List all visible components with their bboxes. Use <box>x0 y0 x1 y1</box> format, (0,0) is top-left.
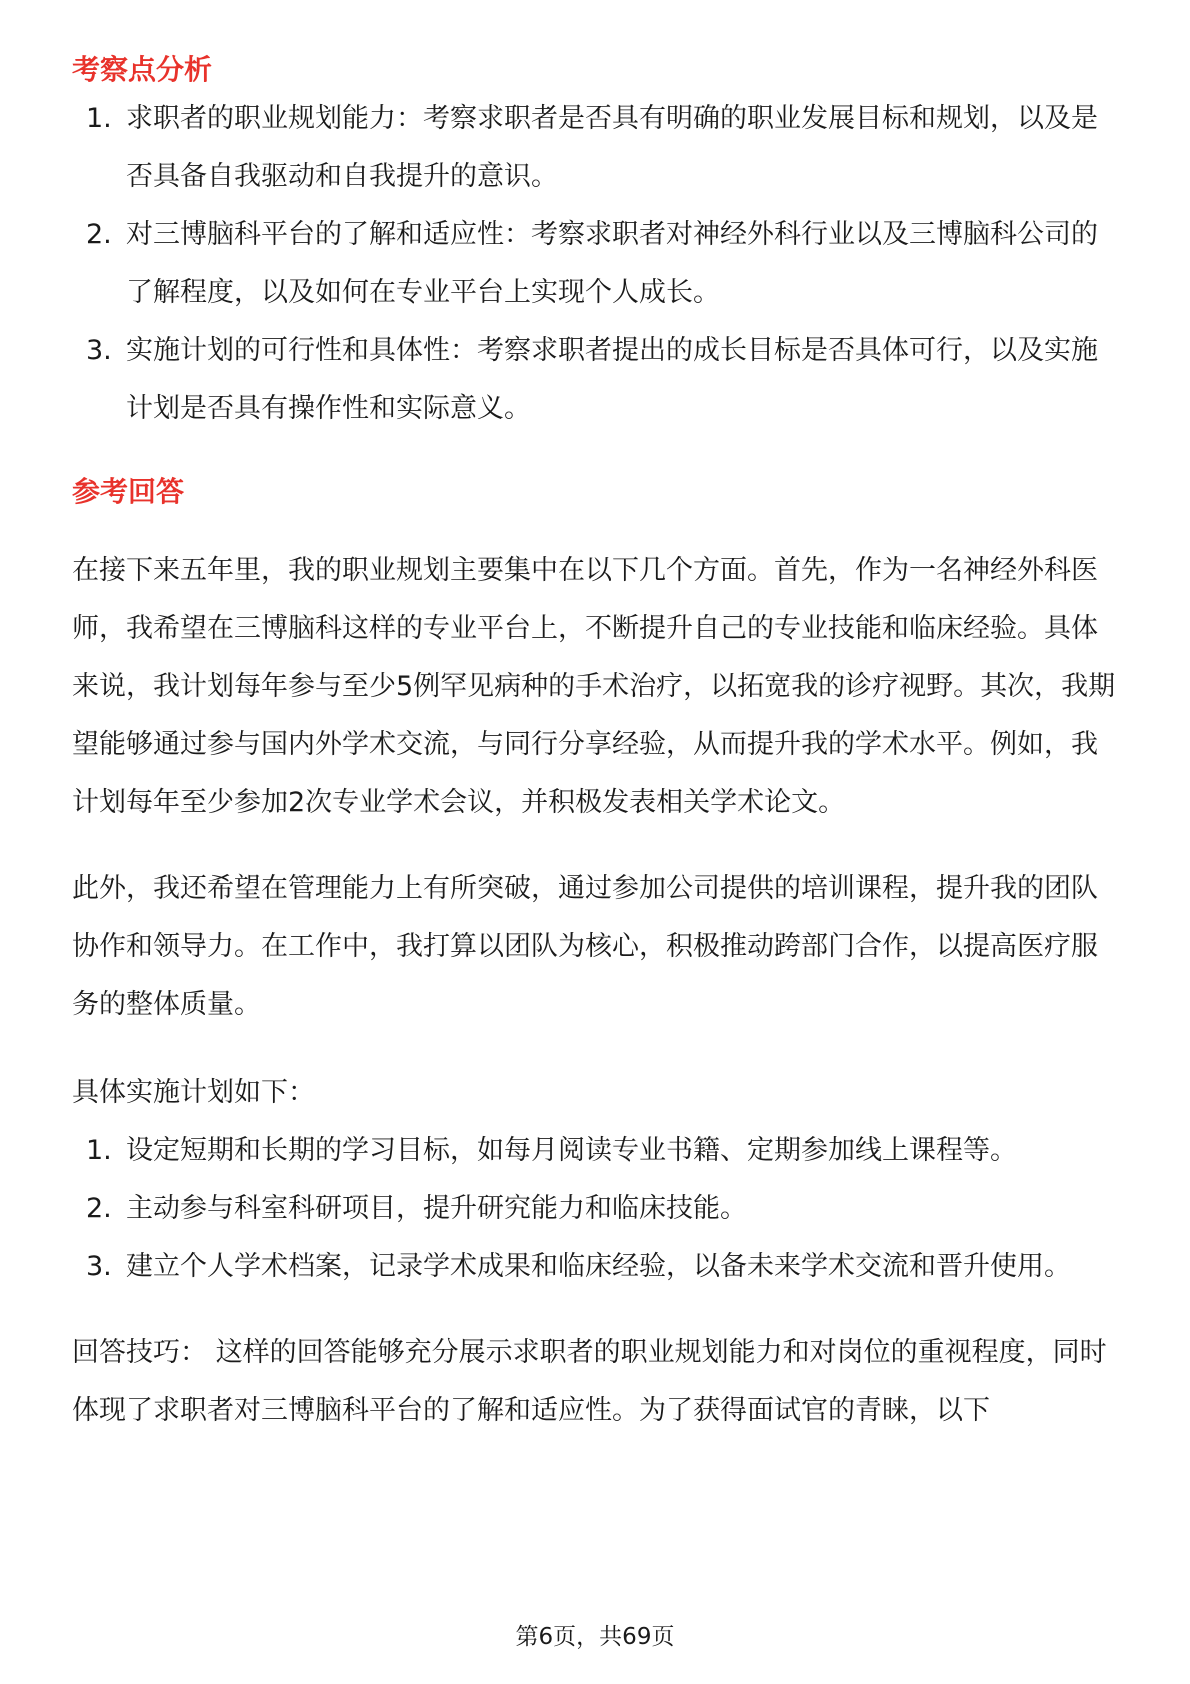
list-item-text: 求职者的职业规划能力：考察求职者是否具有明确的职业发展目标和规划，以及是否具备自我驱动和自我提升的意识。 <box>126 103 1098 192</box>
list-item-text: 设定短期和长期的学习目标，如每月阅读专业书籍、定期参加线上课程等。 <box>126 1135 1017 1166</box>
list-item <box>72 206 1122 322</box>
page-number: 第6页，共69页 <box>515 1624 675 1650</box>
list-item-text: 对三博脑科平台的了解和适应性：考察求职者对神经外科行业以及三博脑科公司的了解程度，以及如何在专业平台上实现个人成长。 <box>126 219 1098 308</box>
answer-paragraph: 在接下来五年里，我的职业规划主要集中在以下几个方面。首先，作为一名神经外科医师，我希望在三博脑科这样的专业平台上，不断提升自己的专业技能和临床经验。具体来说，我计划每年参与至少5例罕见病种的手术治疗，以拓宽我的诊疗视野。其次，我期望能够通过参与国内外学术交流，与同行分享经验，从而提升我的学术水平。例如，我计划每年至少参加2次专业学术会议，并积极发表相关学术论文。 <box>72 555 1116 818</box>
list-item-text: 建立个人学术档案，记录学术成果和临床经验，以备未来学术交流和晋升使用。 <box>126 1251 1071 1282</box>
list-number: 3. <box>86 1251 112 1282</box>
list-number: 3. <box>86 335 112 366</box>
list-item-text: 主动参与科室科研项目，提升研究能力和临床技能。 <box>126 1193 747 1224</box>
list-number: 1. <box>86 1135 112 1166</box>
plan-intro: 具体实施计划如下： <box>72 1077 315 1108</box>
list-item <box>72 1238 1122 1296</box>
answer-tips: 回答技巧： 这样的回答能够充分展示求职者的职业规划能力和对岗位的重视程度，同时体现了求职者对三博脑科平台的了解和适应性。为了获得面试官的青睐，以下 <box>72 1337 1107 1426</box>
list-number: 2. <box>86 1193 112 1224</box>
answer-heading: 参考回答 <box>72 475 185 508</box>
page-content <box>72 50 1122 1440</box>
list-item <box>72 322 1122 438</box>
list-item <box>72 1180 1122 1238</box>
analysis-list <box>72 90 1122 438</box>
list-item-text: 实施计划的可行性和具体性：考察求职者提出的成长目标是否具体可行，以及实施计划是否具有操作性和实际意义。 <box>126 335 1098 424</box>
plan-list <box>72 1122 1122 1296</box>
list-number: 2. <box>86 219 112 250</box>
answer-paragraph: 此外，我还希望在管理能力上有所突破，通过参加公司提供的培训课程，提升我的团队协作和领导力。在工作中，我打算以团队为核心，积极推动跨部门合作，以提高医疗服务的整体质量。 <box>72 873 1098 1020</box>
list-item <box>72 1122 1122 1180</box>
list-number: 1. <box>86 103 112 134</box>
analysis-heading: 考察点分析 <box>72 53 213 86</box>
list-item <box>72 90 1122 206</box>
